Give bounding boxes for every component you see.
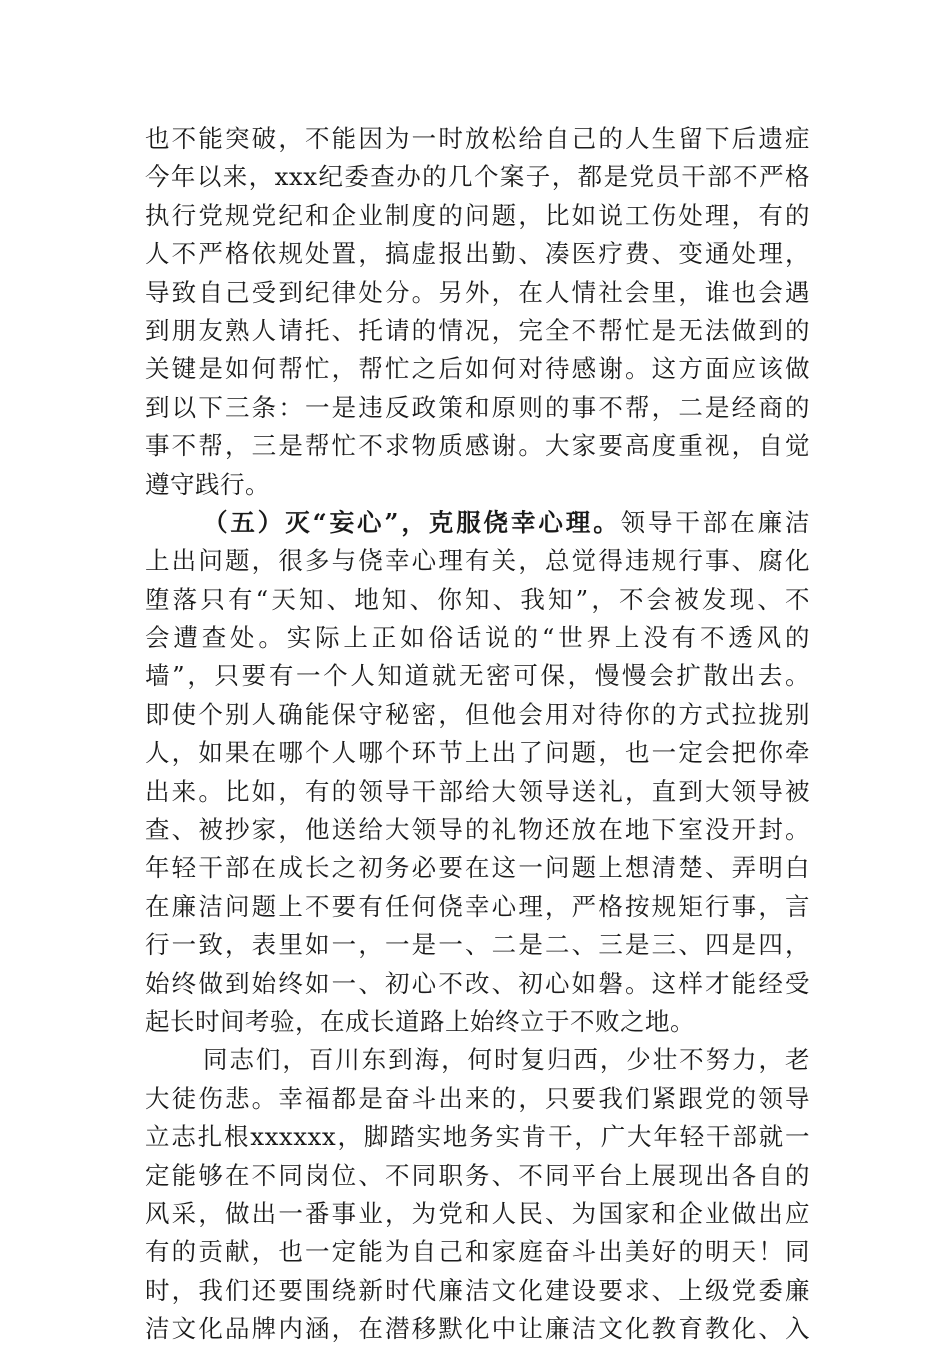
text-line: 起长时间考验，在成长道路上始终立于不败之地。	[145, 1006, 695, 1036]
text-line: 立志扎根xxxxxx，脚踏实地务实肯干，广大年轻干部就一	[145, 1122, 810, 1152]
text-line: 年轻干部在成长之初务必要在这一问题上想清楚、弄明白	[145, 853, 810, 883]
text-line: 即使个别人确能保守秘密，但他会用对待你的方式拉拢别	[145, 699, 810, 729]
text-line: 定能够在不同岗位、不同职务、不同平台上展现出各自的	[145, 1160, 810, 1190]
text-line: 今年以来，xxx纪委查办的几个案子，都是党员干部不严格	[145, 162, 810, 192]
section-heading: （五）灭“妄心”，克服侥幸心理。	[203, 507, 621, 537]
text-line: 人，如果在哪个人哪个环节上出了问题，也一定会把你牵	[145, 738, 810, 768]
text-line: 上出问题，很多与侥幸心理有关，总觉得违规行事、腐化	[145, 546, 810, 576]
text-line: 也不能突破，不能因为一时放松给自己的人生留下后遗症	[145, 124, 810, 153]
text-line: 始终做到始终如一、初心不改、初心如磐。这样才能经受	[145, 968, 810, 998]
text-line: 行一致，表里如一，一是一、二是二、三是三、四是四，	[145, 930, 810, 960]
text-line: 事不帮，三是帮忙不求物质感谢。大家要高度重视，自觉	[145, 431, 810, 461]
text-line: 出来。比如，有的领导干部给大领导送礼，直到大领导被	[145, 776, 810, 806]
text-line: 到朋友熟人请托、托请的情况，完全不帮忙是无法做到的	[145, 315, 810, 345]
text-line: 堕落只有“天知、地知、你知、我知”，不会被发现、不	[145, 584, 810, 614]
text-line: 有的贡献，也一定能为自己和家庭奋斗出美好的明天！同	[145, 1237, 810, 1267]
text-line: 导致自己受到纪律处分。另外，在人情社会里，谁也会遇	[145, 277, 810, 307]
text-line: 遵守践行。	[145, 469, 270, 499]
text-line: 风采，做出一番事业，为党和人民、为国家和企业做出应	[145, 1198, 810, 1228]
text-line: 同志们，百川东到海，何时复归西，少壮不努力，老	[203, 1045, 810, 1075]
paragraph-1	[145, 120, 810, 504]
paragraph-3	[145, 1041, 810, 1348]
document-page	[145, 120, 810, 1349]
text-line: 执行党规党纪和企业制度的问题，比如说工伤处理，有的	[145, 200, 810, 230]
paragraph-heading-line	[145, 504, 810, 542]
text-line: 会遭查处。实际上正如俗话说的“世界上没有不透风的	[145, 623, 810, 653]
text-line: 查、被抄家，他送给大领导的礼物还放在地下室没开封。	[145, 815, 810, 845]
text-line: 洁文化品牌内涵，在潜移默化中让廉洁文化教育教化、入	[145, 1314, 810, 1344]
text-line: 人不严格依规处置，搞虚报出勤、凑医疗费、变通处理，	[145, 239, 810, 269]
text-line: 到以下三条：一是违反政策和原则的事不帮，二是经商的	[145, 392, 810, 422]
text-line: 在廉洁问题上不要有任何侥幸心理，严格按规矩行事，言	[145, 891, 810, 921]
text-line: 关键是如何帮忙，帮忙之后如何对待感谢。这方面应该做	[145, 354, 810, 384]
text-line: 墙”，只要有一个人知道就无密可保，慢慢会扩散出去。	[145, 661, 810, 691]
text-line: 大徒伤悲。幸福都是奋斗出来的，只要我们紧跟党的领导	[145, 1083, 810, 1113]
text-line: 时，我们还要围绕新时代廉洁文化建设要求、上级党委廉	[145, 1275, 810, 1305]
paragraph-2	[145, 504, 810, 1041]
heading-line-text: 领导干部在廉洁	[620, 507, 810, 537]
